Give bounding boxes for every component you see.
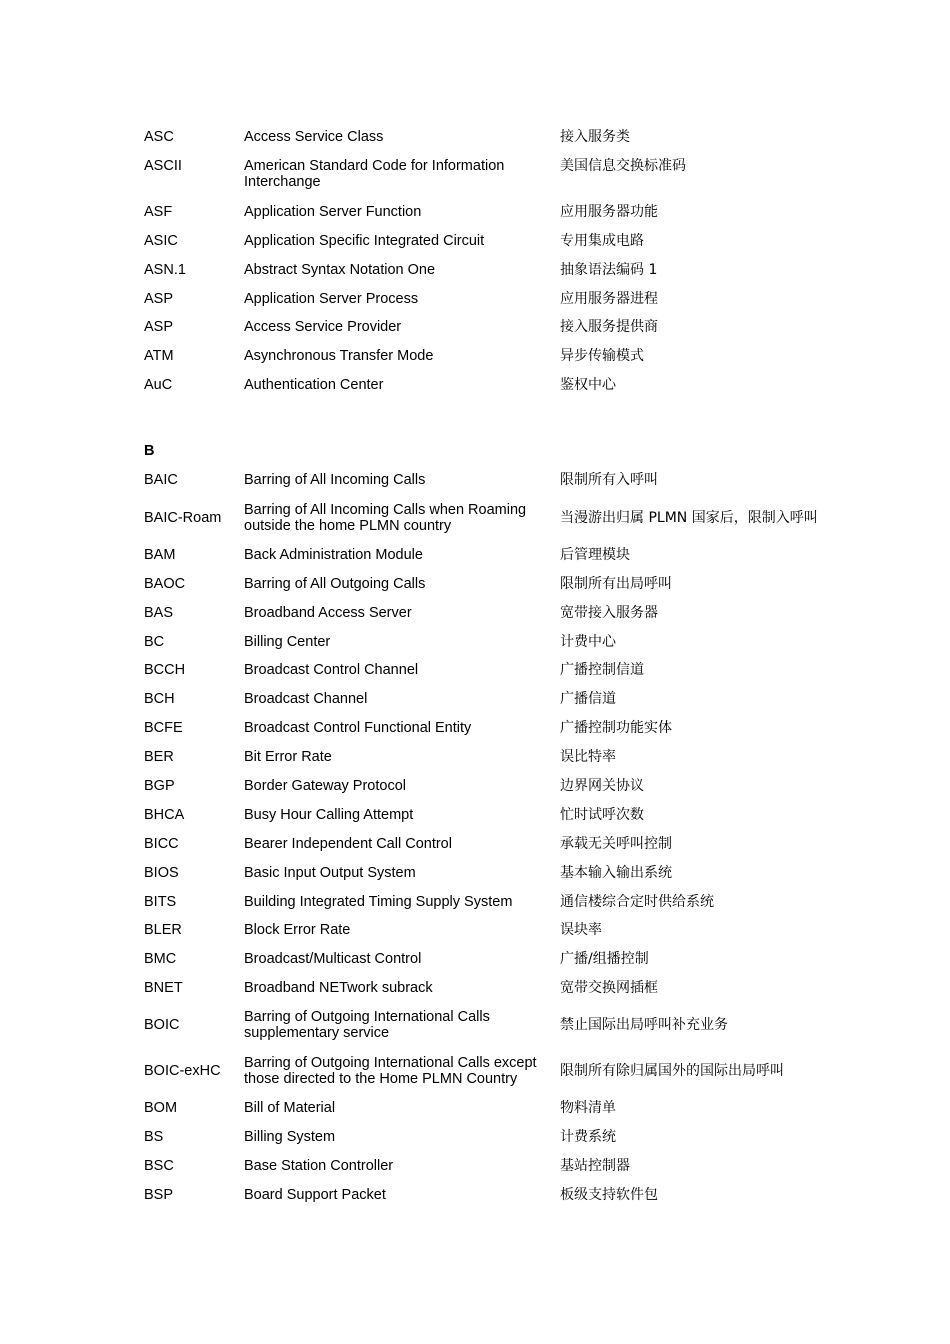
- abbreviation: BOM: [144, 1100, 178, 1117]
- chinese-term: 宽带交换网插框: [560, 980, 658, 997]
- english-term: Abstract Syntax Notation One: [244, 261, 436, 278]
- abbreviation: ASP: [144, 319, 174, 336]
- table-row: [144, 627, 864, 656]
- table-row: [144, 1003, 864, 1049]
- chinese-term: 异步传输模式: [560, 348, 644, 365]
- english-term: American Standard Code for Information Interchange: [244, 157, 505, 190]
- english-term: Busy Hour Calling Attempt: [244, 806, 414, 823]
- english-term: Broadcast Channel: [244, 691, 368, 708]
- english-term: Bill of Material: [244, 1100, 336, 1117]
- chinese-term: 当漫游出归属 PLMN 国家后，限制入呼叫: [560, 509, 818, 526]
- english-term: Barring of Outgoing International Calls supplementary service: [244, 1009, 490, 1042]
- abbreviation: BSP: [144, 1186, 174, 1203]
- abbreviation: ASN.1: [144, 261, 186, 278]
- glossary-table-b: [144, 466, 864, 1209]
- table-row: [144, 945, 864, 974]
- abbreviation: AuC: [144, 377, 173, 394]
- table-row: [144, 371, 864, 400]
- abbreviation: BICC: [144, 835, 179, 852]
- table-row: [144, 1123, 864, 1152]
- english-term: Application Server Process: [244, 290, 419, 307]
- table-row: [144, 197, 864, 226]
- abbreviation: BHCA: [144, 806, 185, 823]
- chinese-term: 误比特率: [560, 749, 616, 766]
- chinese-term: 边界网关协议: [560, 777, 644, 794]
- table-row: [144, 685, 864, 714]
- english-term: Billing Center: [244, 633, 331, 650]
- chinese-term: 禁止国际出局呼叫补充业务: [560, 1017, 728, 1034]
- chinese-term: 限制所有入呼叫: [560, 472, 658, 489]
- english-term: Broadband NETwork subrack: [244, 980, 433, 997]
- table-row: [144, 598, 864, 627]
- abbreviation: BER: [144, 749, 174, 766]
- chinese-term: 接入服务提供商: [560, 319, 658, 336]
- table-row: [144, 800, 864, 829]
- english-term: Application Server Function: [244, 203, 422, 220]
- abbreviation: BSC: [144, 1157, 174, 1174]
- english-term: Border Gateway Protocol: [244, 777, 406, 794]
- glossary-table-a: [144, 123, 864, 400]
- abbreviation: BS: [144, 1128, 164, 1145]
- chinese-term: 抽象语法编码 1: [560, 261, 658, 278]
- table-row: [144, 540, 864, 569]
- table-row: [144, 226, 864, 255]
- table-row: [144, 123, 864, 152]
- table-row: [144, 772, 864, 801]
- abbreviation: BAIC: [144, 472, 178, 489]
- abbreviation: BOIC: [144, 1017, 180, 1034]
- abbreviation: BCH: [144, 691, 175, 708]
- abbreviation: BAS: [144, 604, 174, 621]
- chinese-term: 广播控制功能实体: [560, 720, 672, 737]
- chinese-term: 专用集成电路: [560, 232, 644, 249]
- chinese-term: 通信楼综合定时供给系统: [560, 893, 714, 910]
- section-heading: B: [144, 443, 155, 459]
- abbreviation: ASC: [144, 129, 174, 146]
- abbreviation: BAM: [144, 546, 176, 563]
- english-term: Barring of Outgoing International Calls except those directed to the Home PLMN Country: [244, 1054, 537, 1087]
- abbreviation: BCCH: [144, 662, 186, 679]
- table-row: [144, 569, 864, 598]
- table-row: [144, 284, 864, 313]
- abbreviation: BOIC-exHC: [144, 1062, 221, 1079]
- abbreviation: BNET: [144, 980, 183, 997]
- abbreviation: BCFE: [144, 720, 183, 737]
- chinese-term: 承载无关呼叫控制: [560, 835, 672, 852]
- english-term: Barring of All Incoming Calls when Roaming outside the home PLMN country: [244, 501, 527, 534]
- english-term: Base Station Controller: [244, 1157, 394, 1174]
- chinese-term: 广播/组播控制: [560, 951, 649, 968]
- glossary-section-a: [144, 123, 864, 400]
- chinese-term: 物料清单: [560, 1100, 616, 1117]
- chinese-term: 忙时试呼次数: [560, 806, 644, 823]
- chinese-term: 基站控制器: [560, 1157, 630, 1174]
- chinese-term: 后管理模块: [560, 546, 630, 563]
- table-row: [144, 1094, 864, 1123]
- english-term: Broadcast Control Functional Entity: [244, 720, 472, 737]
- abbreviation: BMC: [144, 951, 177, 968]
- english-term: Authentication Center: [244, 377, 384, 394]
- chinese-term: 广播控制信道: [560, 662, 644, 679]
- abbreviation: BITS: [144, 893, 177, 910]
- english-term: Barring of All Incoming Calls: [244, 472, 426, 489]
- english-term: Application Specific Integrated Circuit: [244, 232, 485, 249]
- chinese-term: 宽带接入服务器: [560, 604, 658, 621]
- abbreviation: ATM: [144, 348, 174, 365]
- table-row: [144, 466, 864, 495]
- english-term: Billing System: [244, 1128, 336, 1145]
- chinese-term: 误块率: [560, 922, 602, 939]
- table-row: [144, 1180, 864, 1209]
- english-term: Back Administration Module: [244, 546, 423, 563]
- table-row: [144, 656, 864, 685]
- chinese-term: 广播信道: [560, 691, 616, 708]
- english-term: Access Service Class: [244, 129, 384, 146]
- table-row: [144, 255, 864, 284]
- english-term: Block Error Rate: [244, 922, 351, 939]
- english-term: Broadcast Control Channel: [244, 662, 419, 679]
- abbreviation: BC: [144, 633, 165, 650]
- english-term: Basic Input Output System: [244, 864, 416, 881]
- chinese-term: 计费系统: [560, 1128, 616, 1145]
- abbreviation: BIOS: [144, 864, 179, 881]
- english-term: Building Integrated Timing Supply System: [244, 893, 513, 910]
- english-term: Asynchronous Transfer Mode: [244, 348, 434, 365]
- abbreviation: BLER: [144, 922, 182, 939]
- table-row: [144, 1151, 864, 1180]
- table-row: [144, 858, 864, 887]
- table-row: [144, 313, 864, 342]
- chinese-term: 板级支持软件包: [560, 1186, 658, 1203]
- table-row: [144, 974, 864, 1003]
- table-row: [144, 743, 864, 772]
- table-row: [144, 887, 864, 916]
- abbreviation: ASP: [144, 290, 174, 307]
- chinese-term: 基本输入输出系统: [560, 864, 672, 881]
- chinese-term: 美国信息交换标准码: [560, 157, 686, 174]
- chinese-term: 计费中心: [560, 633, 616, 650]
- table-row: [144, 1048, 864, 1094]
- abbreviation: BAOC: [144, 575, 186, 592]
- english-term: Bearer Independent Call Control: [244, 835, 452, 852]
- table-row: [144, 495, 864, 541]
- english-term: Access Service Provider: [244, 319, 402, 336]
- english-term: Barring of All Outgoing Calls: [244, 575, 426, 592]
- abbreviation: ASF: [144, 203, 173, 220]
- glossary-section-b: [144, 436, 864, 1209]
- english-term: Broadcast/Multicast Control: [244, 951, 422, 968]
- english-term: Broadband Access Server: [244, 604, 412, 621]
- abbreviation: ASIC: [144, 232, 178, 249]
- chinese-term: 限制所有出局呼叫: [560, 575, 672, 592]
- abbreviation: BAIC-Roam: [144, 509, 222, 526]
- chinese-term: 接入服务类: [560, 129, 630, 146]
- english-term: Board Support Packet: [244, 1186, 386, 1203]
- table-row: [144, 342, 864, 371]
- table-row: [144, 916, 864, 945]
- abbreviation: BGP: [144, 777, 175, 794]
- table-row: [144, 829, 864, 858]
- chinese-term: 限制所有除归属国外的国际出局呼叫: [560, 1062, 784, 1079]
- table-row: [144, 714, 864, 743]
- english-term: Bit Error Rate: [244, 749, 332, 766]
- abbreviation: ASCII: [144, 157, 182, 174]
- table-row: [144, 152, 864, 198]
- chinese-term: 鉴权中心: [560, 377, 616, 394]
- chinese-term: 应用服务器进程: [560, 290, 658, 307]
- chinese-term: 应用服务器功能: [560, 203, 658, 220]
